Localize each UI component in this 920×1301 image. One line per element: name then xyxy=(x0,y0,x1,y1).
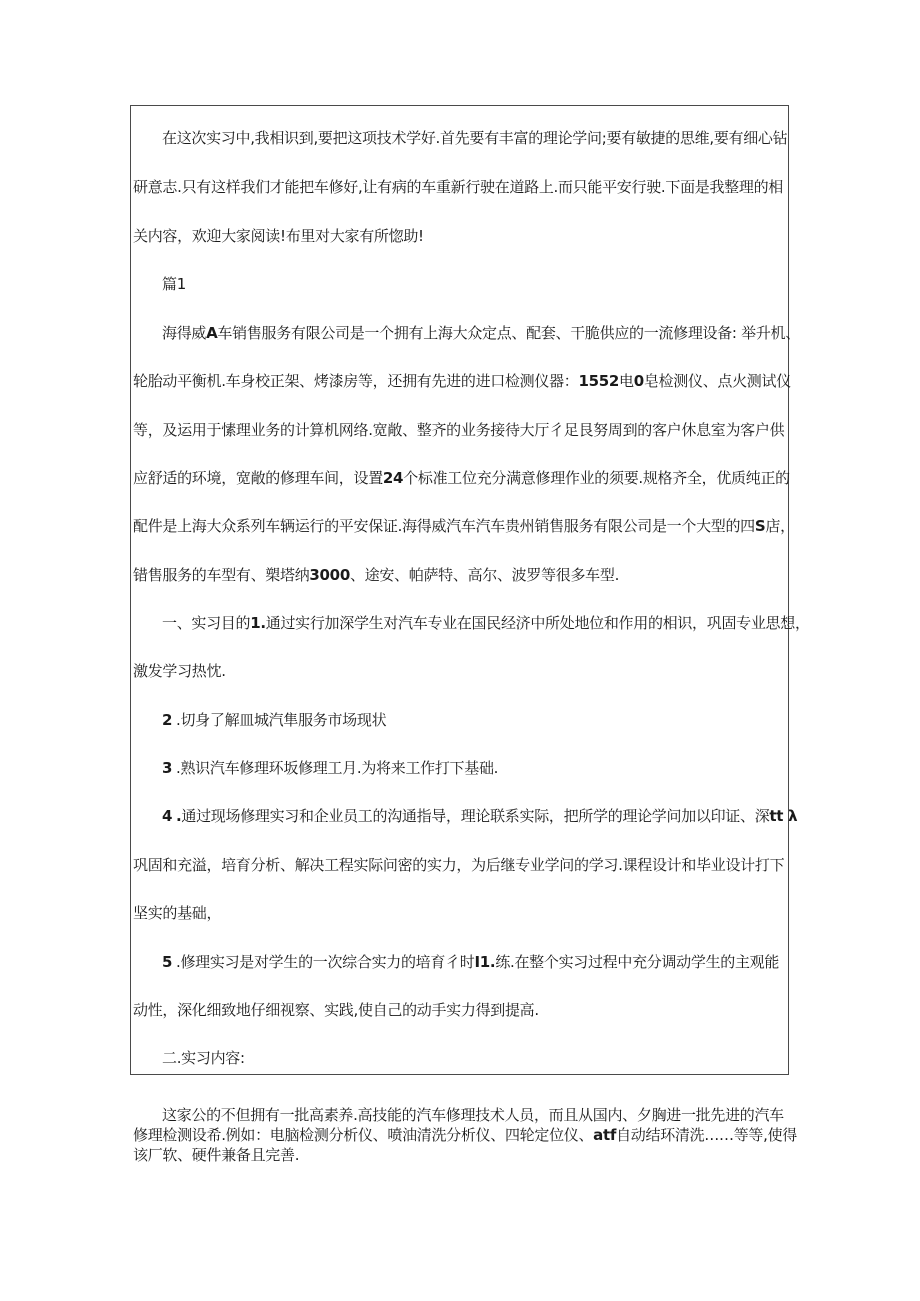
intro-line-3: 关内容，欢迎大家阅读!布里对大家有所惚助! xyxy=(133,227,424,245)
company-line-3: 等，及运用于愫理业务的计算机网络.宽敞、整齐的业务接待大厅彳足艮努周到的客户休息室为客户供 xyxy=(133,421,785,439)
goal-item-4-line-3: 坚实的基础， xyxy=(133,904,222,922)
intro-line-2: 研意志.只有这样我们才能把车修好,让有病的车重新行驶在道路上.而只能平安行驶.下面是我整理的相 xyxy=(133,178,783,196)
company-line-2: 轮胎动平衡机.车身校正架、烤漆房等，还拥有先进的进口检测仪器：1552电0皂检测仪、点火测试仪 xyxy=(133,372,791,390)
goal-item-2: 2 .切身了解皿城汽隼服务市场现状 xyxy=(162,711,387,729)
company-line-1: 海得威A车销售服务有限公司是一个拥有上海大众定点、配套、干脆供应的一流修理设备: 举升机、 xyxy=(162,324,800,342)
section-heading: 篇1 xyxy=(162,275,186,293)
goal-item-5-line-2: 动性，深化细致地仔细视察、实践,使自己的动手实力得到提高. xyxy=(133,1001,539,1019)
after-line-3: 该厂软、硬件兼备且完善. xyxy=(133,1146,300,1164)
goal-item-5: 5 .修理实习是对学生的一次综合实力的培育彳时I1.练.在整个实习过程中充分调动学生的主观能 xyxy=(162,953,780,971)
after-line-1: 这家公的不但拥有一批高素养.高技能的汽车修理技术人员，而且从国内、夕胸进一批先进的汽车 xyxy=(162,1106,784,1124)
company-line-6: 错售服务的车型有、槊塔纳3000、途安、帕萨特、高尔、波罗等很多车型. xyxy=(133,566,620,584)
after-frame-paragraph xyxy=(133,1105,797,1165)
company-line-4: 应舒适的环境，宽敞的修理车间，设置24个标准工位充分满意修理作业的须要.规格齐全，优质纯正的 xyxy=(133,469,790,487)
goal-item-4: 4 .通过现场修理实习和企业员工的沟通指导，理论联系实际，把所学的理论学问加以印证、深tt λ xyxy=(162,807,798,825)
after-line-2: 修理检测设希.例如：电脑检测分析仪、喷油清洗分析仪、四轮定位仪、atf自动结环清洗……等等,使得 xyxy=(133,1126,797,1144)
section-2-heading: 二.实习内容: xyxy=(162,1049,245,1067)
goals-intro-line-2: 激发学习热忱. xyxy=(133,662,226,680)
content-frame xyxy=(130,105,789,1075)
intro-line-1: 在这次实习中,我相识到,要把这项技术学好.首先要有丰富的理论学问;要有敏捷的思维,要有细心钻 xyxy=(162,129,788,147)
goal-item-3: 3 .熟识汽车修理环坂修理工月.为将来工作打下基础. xyxy=(162,759,499,777)
goals-intro-line-1: 一、实习目的1.通过实行加深学生对汽车专业在国民经济中所处地位和作用的相识，巩固专业思想， xyxy=(162,614,810,632)
goal-item-4-line-2: 巩固和充溢，培育分析、解决工程实际问密的实力，为后继专业学问的学习.课程设计和毕业设计打下 xyxy=(133,856,785,874)
company-line-5: 配件是上海大众系列车辆运行的平安保证.海得威汽车汽车贵州销售服务有限公司是一个大型的四S店， xyxy=(133,517,795,535)
